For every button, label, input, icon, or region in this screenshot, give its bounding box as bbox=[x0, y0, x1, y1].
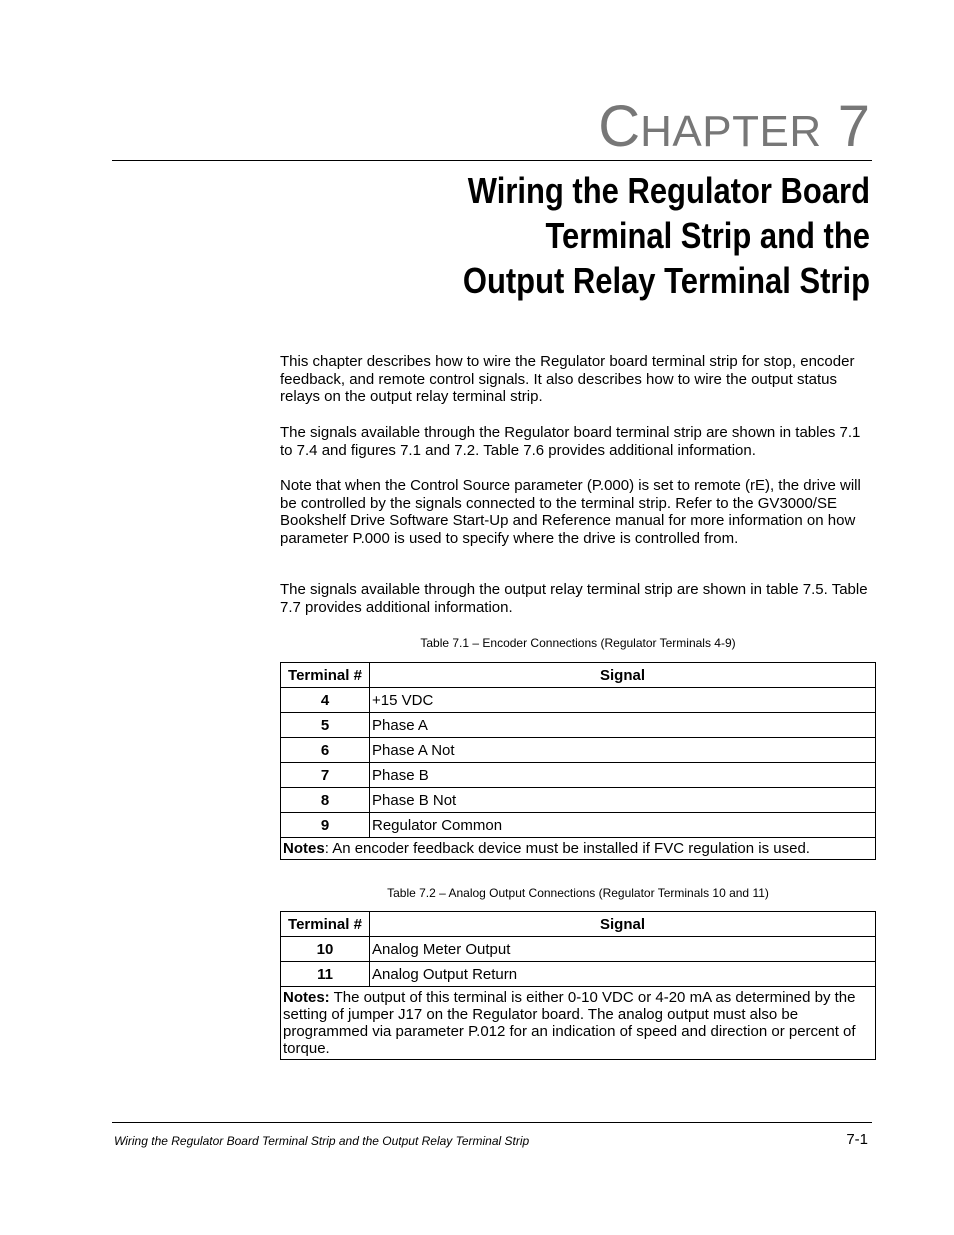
terminal-cell: 6 bbox=[281, 738, 370, 763]
table-notes-row bbox=[281, 838, 876, 860]
footer-rule bbox=[112, 1122, 872, 1123]
notes-text: : An encoder feedback device must be installed if FVC regulation is used. bbox=[324, 840, 810, 857]
table-1-caption: Table 7.1 – Encoder Connections (Regulator Terminals 4-9) bbox=[420, 636, 736, 650]
control-source-paragraph bbox=[280, 477, 870, 547]
intro-paragraph bbox=[280, 353, 870, 406]
chapter-label-initial: C bbox=[598, 94, 641, 159]
signal-cell: Analog Output Return bbox=[370, 962, 876, 987]
table-row bbox=[281, 763, 876, 788]
table-row bbox=[281, 813, 876, 838]
footer-title: Wiring the Regulator Board Terminal Strip and the Output Relay Terminal Strip bbox=[114, 1134, 530, 1148]
terminal-cell: 5 bbox=[281, 713, 370, 738]
table-row bbox=[281, 788, 876, 813]
header-terminal: Terminal # bbox=[281, 663, 370, 688]
notes-label: Notes: bbox=[283, 989, 330, 1006]
table-row bbox=[281, 962, 876, 987]
notes-text: The output of this terminal is either 0-10 VDC or 4-20 mA as determined by the setting of jumper J17 on the Regulator board. The analog output must also be programmed via parameter P.012 for an indication of speed and direction or percent of torque. bbox=[283, 989, 856, 1057]
signal-cell: Phase B Not bbox=[370, 788, 876, 813]
table-row bbox=[281, 937, 876, 962]
table-header-row bbox=[281, 663, 876, 688]
table-header-row bbox=[281, 912, 876, 937]
notes-cell bbox=[281, 987, 876, 1060]
relay-paragraph bbox=[280, 581, 870, 616]
signal-cell: Phase A bbox=[370, 713, 876, 738]
table-2-caption: Table 7.2 – Analog Output Connections (Regulator Terminals 10 and 11) bbox=[387, 886, 769, 900]
terminal-cell: 10 bbox=[281, 937, 370, 962]
chapter-title bbox=[268, 168, 870, 303]
chapter-rule bbox=[112, 160, 872, 161]
table-row bbox=[281, 738, 876, 763]
terminal-cell: 7 bbox=[281, 763, 370, 788]
paragraph-text: The signals available through the output relay terminal strip are shown in table 7.5. Table 7.7 provides additional information. bbox=[280, 581, 868, 616]
header-signal: Signal bbox=[370, 663, 876, 688]
notes-label: Notes bbox=[283, 840, 325, 857]
terminal-cell: 8 bbox=[281, 788, 370, 813]
signal-cell: Regulator Common bbox=[370, 813, 876, 838]
analog-output-table bbox=[280, 911, 876, 1060]
signals-paragraph bbox=[280, 424, 870, 459]
chapter-title-line-2: Terminal Strip and the bbox=[545, 215, 870, 256]
paragraph-text: This chapter describes how to wire the Regulator board terminal strip for stop, encoder feedback, and remote control signals. It also describes how to wire the output status relays on the output relay terminal strip. bbox=[280, 353, 855, 405]
paragraph-text: Note that when the Control Source parameter (P.000) is set to remote (rE), the drive will be controlled by the signals connected to the terminal strip. Refer to the GV3000/SE Bookshelf Drive Software Start-Up and Reference manual for more information on how parameter P.000 is used to specify where the drive is controlled from. bbox=[280, 477, 861, 547]
table-row bbox=[281, 688, 876, 713]
chapter-label-rest: HAPTER bbox=[640, 107, 822, 156]
header-terminal: Terminal # bbox=[281, 912, 370, 937]
chapter-label-space bbox=[822, 94, 838, 159]
table-row bbox=[281, 713, 876, 738]
signal-cell: +15 VDC bbox=[370, 688, 876, 713]
signal-cell: Phase A Not bbox=[370, 738, 876, 763]
terminal-cell: 4 bbox=[281, 688, 370, 713]
chapter-title-line-1: Wiring the Regulator Board bbox=[467, 170, 870, 211]
encoder-connections-table bbox=[280, 662, 876, 860]
terminal-cell: 9 bbox=[281, 813, 370, 838]
header-signal: Signal bbox=[370, 912, 876, 937]
paragraph-text: The signals available through the Regulator board terminal strip are shown in tables 7.1 to 7.4 and figures 7.1 and 7.2. Table 7.6 provides additional information. bbox=[280, 424, 861, 459]
table-notes-row bbox=[281, 987, 876, 1060]
notes-cell bbox=[281, 838, 876, 860]
signal-cell: Analog Meter Output bbox=[370, 937, 876, 962]
chapter-label bbox=[598, 94, 870, 159]
terminal-cell: 11 bbox=[281, 962, 370, 987]
signal-cell: Phase B bbox=[370, 763, 876, 788]
chapter-number: 7 bbox=[837, 94, 870, 159]
page-number: 7-1 bbox=[846, 1131, 868, 1148]
chapter-title-line-3: Output Relay Terminal Strip bbox=[462, 260, 870, 301]
